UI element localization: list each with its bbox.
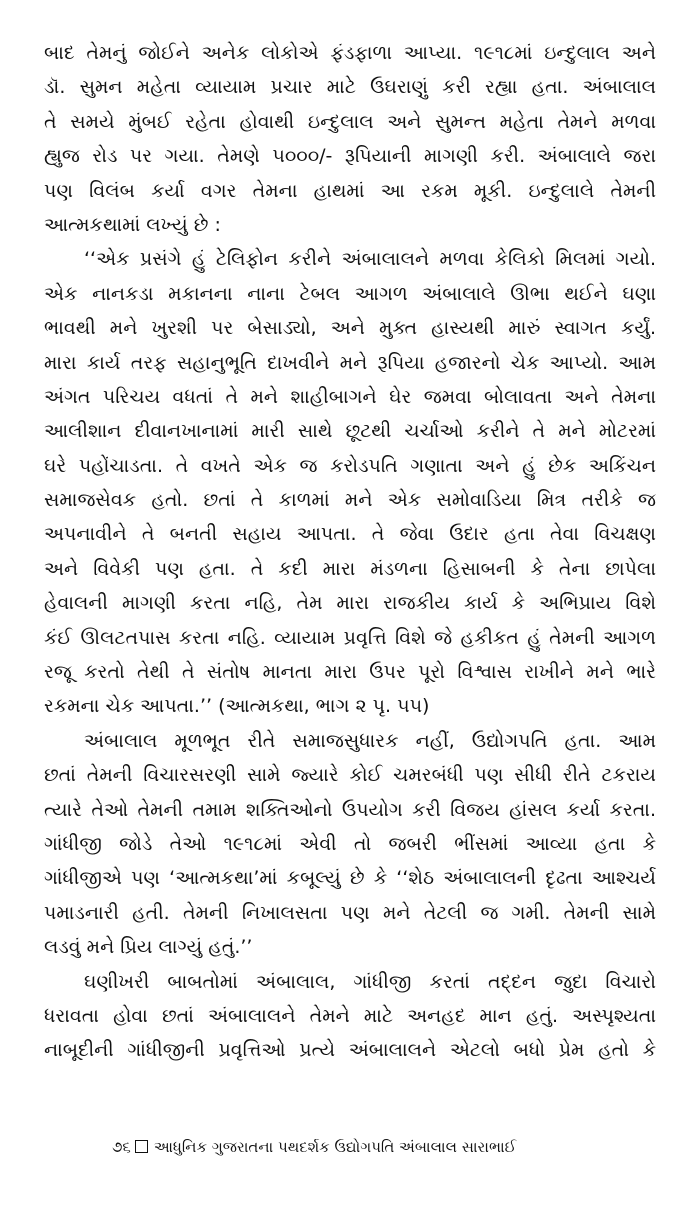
- paragraph-2-quote: [44, 242, 656, 723]
- text-line: ભાવથી મને ખુરશી પર બેસાડ્યો, અને મુક્ત હાસ્યથી મારું સ્વાગત કર્યું.: [44, 317, 656, 340]
- page-body: [44, 36, 656, 1068]
- page-footer: [112, 1136, 652, 1158]
- text-line: ધરાવતા હોવા છતાં અંબાલાલને તેમને માટે અનહદ માન હતું. અસ્પૃશ્યતા: [44, 1004, 656, 1027]
- text-line: તે સમયે મુંબઈ રહેતા હોવાથી ઇન્દુલાલ અને સુમન્ત મહેતા તેમને મળવા: [44, 110, 656, 133]
- text-line: રજૂ કરતો તેથી તે સંતોષ માનતા મારા ઉપર પૂરો વિશ્વાસ રાખીને મને ભારે: [44, 661, 656, 684]
- text-line: ત્યારે તેઓ તેમની તમામ શક્તિઓનો ઉપયોગ કરી વિજય હાંસલ કર્યા કરતા.: [44, 798, 656, 821]
- text-line: પણ વિલંબ કર્યા વગર તેમના હાથમાં આ રકમ મૂકી. ઇન્દુલાલે તેમની: [44, 179, 656, 202]
- text-line: ઘણીખરી બાબતોમાં અંબાલાલ, ગાંધીજી કરતાં તદ્દન જુદા વિચારો: [84, 970, 656, 993]
- text-line: ડૉ. સુમન મહેતા વ્યાયામ પ્રચાર માટે ઉઘરાણું કરી રહ્યા હતા. અંબાલાલ: [44, 76, 656, 99]
- text-line: અંબાલાલ મૂળભૂત રીતે સમાજસુધારક નહીં, ઉદ્યોગપતિ હતા. આમ: [84, 729, 656, 752]
- text-line: ‘‘એક પ્રસંગે હું ટેલિફોન કરીને અંબાલાલને મળવા કેલિકો મિલમાં ગયો.: [84, 248, 656, 271]
- text-line: ગાંધીજી જોડે તેઓ ૧૯૧૮માં એવી તો જબરી ભીંસમાં આવ્યા હતા કે: [44, 832, 656, 855]
- text-line: લડવું મને પ્રિય લાગ્યું હતું.’’: [44, 936, 253, 959]
- text-line: એક નાનકડા મકાનના નાના ટેબલ આગળ અંબાલાલે ઊભા થઈને ઘણા: [44, 282, 656, 305]
- text-line: નાબૂદીની ગાંધીજીની પ્રવૃત્તિઓ પ્રત્યે અંબાલાલને એટલો બધો પ્રેમ હતો કે: [44, 1039, 656, 1062]
- text-line: આલીશાન દીવાનખાનામાં મારી સાથે છૂટથી ચર્ચાઓ કરીને તે મને મોટરમાં: [44, 420, 656, 443]
- page-number: ૭૬: [112, 1138, 131, 1156]
- text-line: હ્યુજ રોડ પર ગયા. તેમણે ૫૦૦૦/- રૂપિયાની માગણી કરી. અંબાલાલે જરા: [44, 145, 656, 168]
- text-line: મારા કાર્ય તરફ સહાનુભૂતિ દાખવીને મને રૂપિયા હજારનો ચેક આપ્યો. આમ: [44, 351, 656, 374]
- text-line: ગાંધીજીએ પણ ‘આત્મકથા’માં કબૂલ્યું છે કે ‘‘શેઠ અંબાલાલની દૃઢતા આશ્ચર્ય: [44, 867, 656, 890]
- text-line: અપનાવીને તે બનતી સહાય આપતા. તે જેવા ઉદાર હતા તેવા વિચક્ષણ: [44, 523, 656, 546]
- text-line: હેવાલની માગણી કરતા નહિ, તેમ મારા રાજકીય કાર્ય કે અભિપ્રાય વિશે: [44, 592, 656, 615]
- paragraph-1: [44, 36, 656, 242]
- text-line: અંગત પરિચય વધતાં તે મને શાહીબાગને ઘેર જમવા બોલાવતા અને તેમના: [44, 385, 656, 408]
- paragraph-3: [44, 724, 656, 965]
- text-line: છતાં તેમની વિચારસરણી સામે જ્યારે કોઈ ચમરબંધી પણ સીધી રીતે ટકરાય: [44, 764, 656, 787]
- text-line: બાદ તેમનું જોઈને અનેક લોકોએ ફંડફાળા આપ્યા. ૧૯૧૮માં ઇન્દુલાલ અને: [44, 42, 656, 64]
- text-line: આત્મકથામાં લખ્યું છે :: [44, 213, 221, 236]
- text-line: રકમના ચેક આપતા.’’ (આત્મકથા, ભાગ ૨ પૃ. ૫૫): [44, 695, 430, 718]
- text-line: કંઈ ઊલટતપાસ કરતા નહિ. વ્યાયામ પ્રવૃત્તિ વિશે જે હકીકત હું તેમની આગળ: [44, 626, 656, 649]
- paragraph-4: [44, 965, 656, 1068]
- square-separator-icon: [135, 1140, 148, 1153]
- text-line: અને વિવેકી પણ હતા. તે કદી મારા મંડળના હિસાબની કે તેના છાપેલા: [44, 557, 656, 580]
- text-line: પમાડનારી હતી. તેમની નિખાલસતા પણ મને તેટલી જ ગમી. તેમની સામે: [44, 901, 656, 924]
- text-line: સમાજસેવક હતો. છતાં તે કાળમાં મને એક સમોવાડિયા મિત્ર તરીકે જ: [44, 489, 656, 512]
- text-line: ઘરે પહોંચાડતા. તે વખતે એક જ કરોડપતિ ગણાતા અને હું છેક અકિંચન: [44, 454, 656, 477]
- book-title: આધુનિક ગુજરાતના પથદર્શક ઉદ્યોગપતિ અંબાલાલ સારાભાઈ: [153, 1138, 517, 1156]
